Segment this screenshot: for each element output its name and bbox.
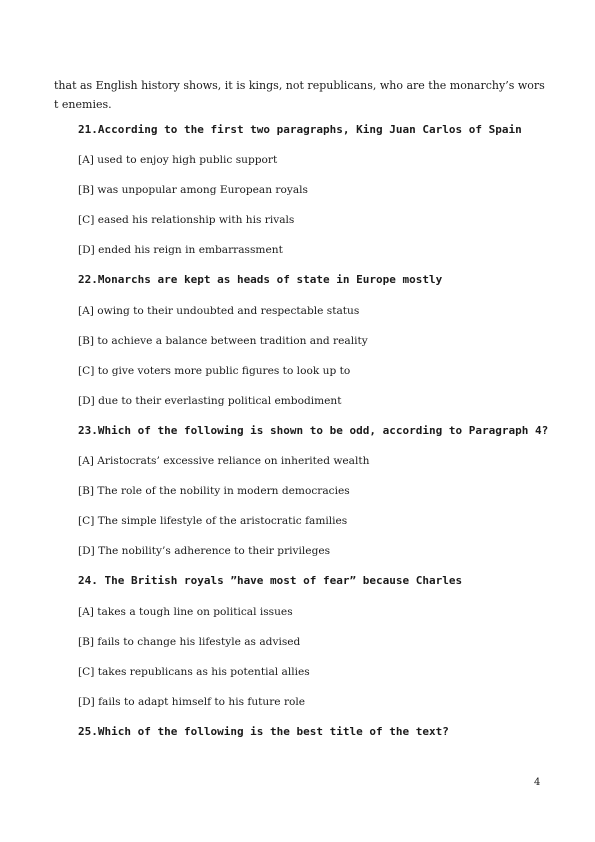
- question-24-stem: 24. The British royals ”have most of fear” because Charles: [78, 574, 463, 587]
- question-21-option-b: [B] was unpopular among European royals: [78, 184, 308, 196]
- intro-paragraph: that as English history shows, it is kings, not republicans, who are the monarchy’s worst enemies.: [54, 79, 545, 111]
- question-23-option-c: [C] The simple lifestyle of the aristocratic families: [78, 515, 348, 527]
- question-23-option-b: [B] The role of the nobility in modern democracies: [78, 485, 350, 497]
- page-number: 4: [534, 777, 541, 788]
- question-21-option-d: [D] ended his reign in embarrassment: [78, 244, 283, 256]
- question-24-option-d: [D] fails to adapt himself to his future role: [78, 696, 306, 708]
- question-23-option-a: [A] Aristocrats’ excessive reliance on inherited wealth: [78, 455, 370, 467]
- question-22-stem: 22.Monarchs are kept as heads of state in Europe mostly: [78, 273, 443, 286]
- question-22-option-b: [B] to achieve a balance between tradition and reality: [78, 335, 368, 347]
- question-23-stem: 23.Which of the following is shown to be odd, according to Paragraph 4?: [78, 424, 549, 437]
- question-21-stem: 21.According to the first two paragraphs, King Juan Carlos of Spain: [78, 123, 522, 136]
- question-22-option-d: [D] due to their everlasting political embodiment: [78, 395, 342, 407]
- question-25-stem: 25.Which of the following is the best title of the text?: [78, 725, 449, 738]
- question-21-option-c: [C] eased his relationship with his rivals: [78, 214, 295, 226]
- question-24-option-c: [C] takes republicans as his potential allies: [78, 666, 310, 678]
- question-21-option-a: [A] used to enjoy high public support: [78, 154, 278, 166]
- question-22-option-c: [C] to give voters more public figures to look up to: [78, 365, 351, 377]
- question-22-option-a: [A] owing to their undoubted and respectable status: [78, 305, 360, 317]
- question-24-option-a: [A] takes a tough line on political issues: [78, 606, 293, 618]
- question-24-option-b: [B] fails to change his lifestyle as advised: [78, 636, 301, 648]
- question-23-option-d: [D] The nobility’s adherence to their privileges: [78, 545, 331, 557]
